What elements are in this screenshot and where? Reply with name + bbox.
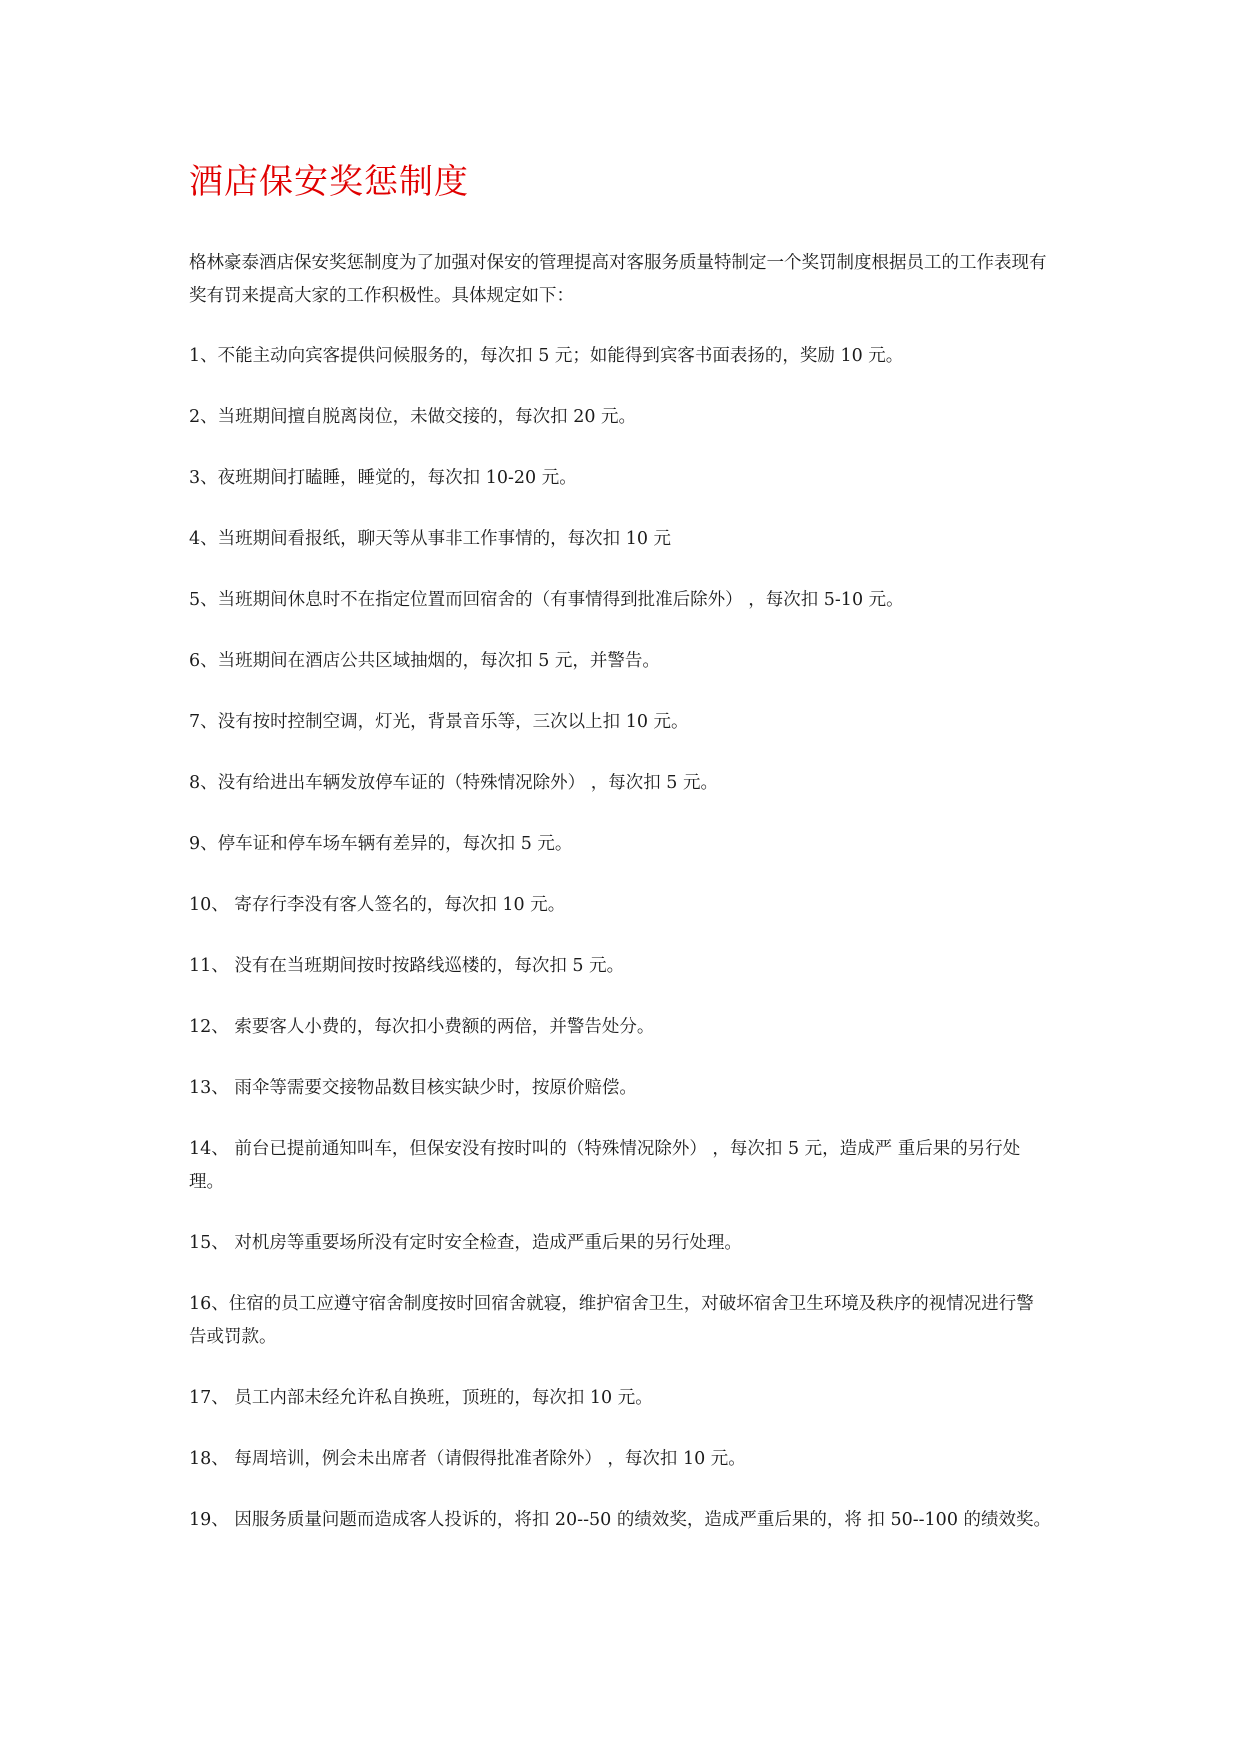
rule-item bbox=[189, 706, 1051, 739]
rule-text: 没有按时控制空调，灯光，背景音乐等，三次以上扣 10 元。 bbox=[217, 712, 689, 732]
rule-text: 每周培训，例会未出席者（请假得批准者除外） ，每次扣 10 元。 bbox=[234, 1449, 746, 1469]
rule-number: 19、 bbox=[189, 1510, 235, 1530]
rule-item bbox=[189, 767, 1051, 800]
document-body bbox=[189, 247, 1051, 1565]
rule-number: 8、 bbox=[189, 773, 218, 793]
rule-number: 10、 bbox=[189, 895, 235, 915]
rule-text: 前台已提前通知叫车，但保安没有按时叫的（特殊情况除外） ，每次扣 5 元，造成严 重后果的另行处理。 bbox=[189, 1139, 1021, 1192]
rule-text: 当班期间休息时不在指定位置而回宿舍的（有事情得到批准后除外） ，每次扣 5-10 元。 bbox=[217, 590, 904, 610]
rule-number: 15、 bbox=[189, 1233, 235, 1253]
rule-text: 当班期间在酒店公共区域抽烟的，每次扣 5 元，并警告。 bbox=[217, 651, 660, 671]
rule-item bbox=[189, 950, 1051, 983]
rule-item bbox=[189, 1288, 1051, 1354]
rule-text: 停车证和停车场车辆有差异的，每次扣 5 元。 bbox=[217, 834, 573, 854]
rule-item bbox=[189, 1133, 1051, 1199]
rule-number: 16、 bbox=[189, 1294, 229, 1314]
rule-text: 没有给进出车辆发放停车证的（特殊情况除外） ，每次扣 5 元。 bbox=[217, 773, 718, 793]
rule-number: 3、 bbox=[189, 468, 218, 488]
rule-item bbox=[189, 1443, 1051, 1476]
rule-item bbox=[189, 889, 1051, 922]
rule-item bbox=[189, 1072, 1051, 1105]
intro-paragraph: 格林豪泰酒店保安奖惩制度为了加强对保安的管理提高对客服务质量特制定一个奖罚制度根据员工的工作表现有奖有罚来提高大家的工作积极性。具体规定如下： bbox=[189, 253, 1047, 306]
rule-text: 当班期间擅自脱离岗位，未做交接的，每次扣 20 元。 bbox=[217, 407, 637, 427]
rule-item bbox=[189, 1504, 1051, 1537]
rule-text: 没有在当班期间按时按路线巡楼的，每次扣 5 元。 bbox=[234, 956, 625, 976]
rule-item bbox=[189, 1227, 1051, 1260]
rule-number: 2、 bbox=[189, 407, 218, 427]
rule-text: 员工内部未经允许私自换班，顶班的，每次扣 10 元。 bbox=[234, 1388, 653, 1408]
rule-text: 夜班期间打瞌睡，睡觉的，每次扣 10-20 元。 bbox=[217, 468, 577, 488]
rule-item bbox=[189, 462, 1051, 495]
rule-number: 1、 bbox=[189, 346, 218, 366]
rule-item bbox=[189, 1382, 1051, 1415]
rule-item bbox=[189, 1011, 1051, 1044]
rule-number: 12、 bbox=[189, 1017, 235, 1037]
rule-number: 7、 bbox=[189, 712, 218, 732]
rule-item bbox=[189, 645, 1051, 678]
rule-number: 17、 bbox=[189, 1388, 235, 1408]
rule-item bbox=[189, 340, 1051, 373]
rule-item bbox=[189, 584, 1051, 617]
rule-number: 5、 bbox=[189, 590, 218, 610]
rule-text: 雨伞等需要交接物品数目核实缺少时，按原价赔偿。 bbox=[234, 1078, 637, 1098]
rule-text: 索要客人小费的，每次扣小费额的两倍，并警告处分。 bbox=[234, 1017, 655, 1037]
rule-text: 当班期间看报纸，聊天等从事非工作事情的，每次扣 10 元 bbox=[217, 529, 672, 549]
rule-number: 4、 bbox=[189, 529, 218, 549]
rule-number: 6、 bbox=[189, 651, 218, 671]
rule-number: 18、 bbox=[189, 1449, 235, 1469]
rule-text: 对机房等重要场所没有定时安全检查，造成严重后果的另行处理。 bbox=[234, 1233, 742, 1253]
rule-text: 住宿的员工应遵守宿舍制度按时回宿舍就寝，维护宿舍卫生，对破坏宿舍卫生环境及秩序的视情况进行警告或罚款。 bbox=[189, 1294, 1034, 1347]
rule-number: 9、 bbox=[189, 834, 218, 854]
rule-item bbox=[189, 828, 1051, 861]
rule-number: 11、 bbox=[189, 956, 235, 976]
rule-number: 13、 bbox=[189, 1078, 235, 1098]
rule-item bbox=[189, 523, 1051, 556]
rule-text: 寄存行李没有客人签名的，每次扣 10 元。 bbox=[234, 895, 566, 915]
rule-text: 不能主动向宾客提供问候服务的，每次扣 5 元；如能得到宾客书面表扬的，奖励 10 元。 bbox=[217, 346, 904, 366]
rule-text: 因服务质量问题而造成客人投诉的，将扣 20--50 的绩效奖，造成严重后果的，将 扣 50--100 的绩效奖。 bbox=[234, 1510, 1052, 1530]
rule-number: 14、 bbox=[189, 1139, 235, 1159]
rule-item bbox=[189, 401, 1051, 434]
document-title: 酒店保安奖惩制度 bbox=[189, 162, 469, 202]
